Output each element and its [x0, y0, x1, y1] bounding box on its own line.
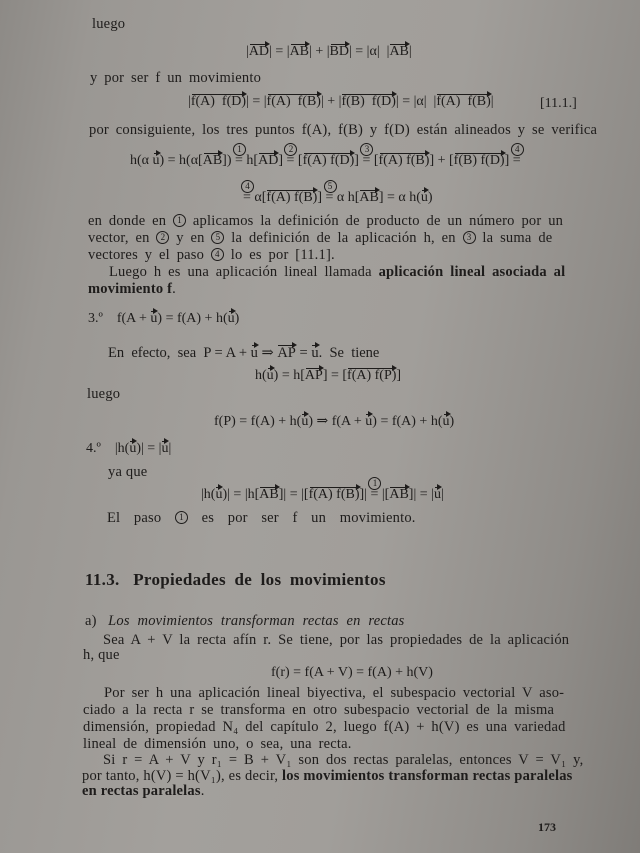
item-4-equation: |h(u)| = |h[AB]| = |[f(A) f(B)]| = 1 |[AB]| = |u| — [201, 478, 444, 502]
text-line: y por ser f un movimiento — [90, 70, 262, 86]
equation-line-image: f(r) = f(A + V) = f(A) + h(V) — [271, 665, 433, 680]
item-3-conclusion: f(P) = f(A) + h(u) ⇒ f(A + u) = f(A) + h(u) — [214, 414, 455, 429]
text-line: en donde en 1 aplicamos la definición de producto de un número por un — [88, 213, 564, 229]
equation-1: |AD| = |AB| + |BD| = |α| |AB| — [246, 44, 412, 59]
equation-linearity-1: h(α u) = h(α[AB]) = 1 h[AD] = 2 [f(A) f(D)] = 3 [f(A) f(B)] + [f(B) f(D)] = 4 — [130, 153, 521, 169]
section-number: 11.3. — [85, 570, 120, 589]
text-line: h, que — [83, 647, 120, 663]
equation-linearity-2: = 4 α[f(A) f(B)] = 5 α h[AB] = α h(u) — [243, 181, 433, 205]
text-line: dimensión, propiedad N₄ del capítulo 2, luego f(A) + h(V) es una variedad — [83, 719, 566, 735]
page-number: 173 — [538, 820, 556, 834]
text-line: ya que — [108, 464, 148, 480]
text-line: Por ser h una aplicación lineal biyectiva, el subespacio vectorial V aso- — [104, 685, 565, 701]
text-line: lineal de dimensión uno, o sea, una recta. — [83, 736, 352, 752]
text-line: luego — [92, 16, 126, 32]
text-line: por tanto, h(V) = h(V₁), es decir, los movimientos transforman rectas paralelas — [82, 768, 573, 784]
text-line: vectores y el paso 4 lo es por [11.1]. — [88, 247, 335, 263]
text-line: por consiguiente, los tres puntos f(A), f(B) y f(D) están alineados y se verifica — [89, 122, 598, 138]
text-line: Si r = A + V y r₁ = B + V₁ son dos rectas paralelas, entonces V = V₁ y, — [103, 752, 584, 768]
text-line: en rectas paralelas. — [82, 783, 205, 799]
item-3-statement: 3.º f(A + u) = f(A) + h(u) — [88, 311, 240, 326]
text-line: movimiento f. — [88, 281, 176, 297]
item-4-statement: 4.º |h(u)| = |u| — [86, 441, 172, 456]
section-title: Propiedades de los movimientos — [133, 570, 386, 589]
section-heading — [85, 570, 386, 590]
text-line: El paso 1 es por ser f un movimiento. — [107, 510, 416, 526]
subsection-heading: a) Los movimientos transforman rectas en rectas — [85, 613, 405, 629]
equation-tag: [11.1.] — [540, 96, 577, 111]
text-line: ciado a la recta r se transforma en otro subespacio vectorial de la misma — [83, 702, 555, 718]
text-line: Luego h es una aplicación lineal llamada aplicación lineal asociada al — [109, 264, 566, 280]
item-3-equation: h(u) = h[AP] = [f(A) f(P)] — [255, 368, 402, 383]
step-marker-1: 1 — [233, 143, 246, 156]
equation-11-1: |f(A) f(D)| = |f(A) f(B)| + |f(B) f(D)| = |α| |f(A) f(B)| — [188, 94, 494, 109]
text-line: luego — [87, 386, 121, 402]
text-line: vector, en 2 y en 5 la definición de la aplicación h, en 3 la suma de — [88, 230, 553, 246]
item-3-text: En efecto, sea P = A + u ⇒ AP = u. Se tiene — [108, 345, 380, 361]
text-line: Sea A + V la recta afín r. Se tiene, por las propiedades de la aplicación — [103, 632, 570, 648]
